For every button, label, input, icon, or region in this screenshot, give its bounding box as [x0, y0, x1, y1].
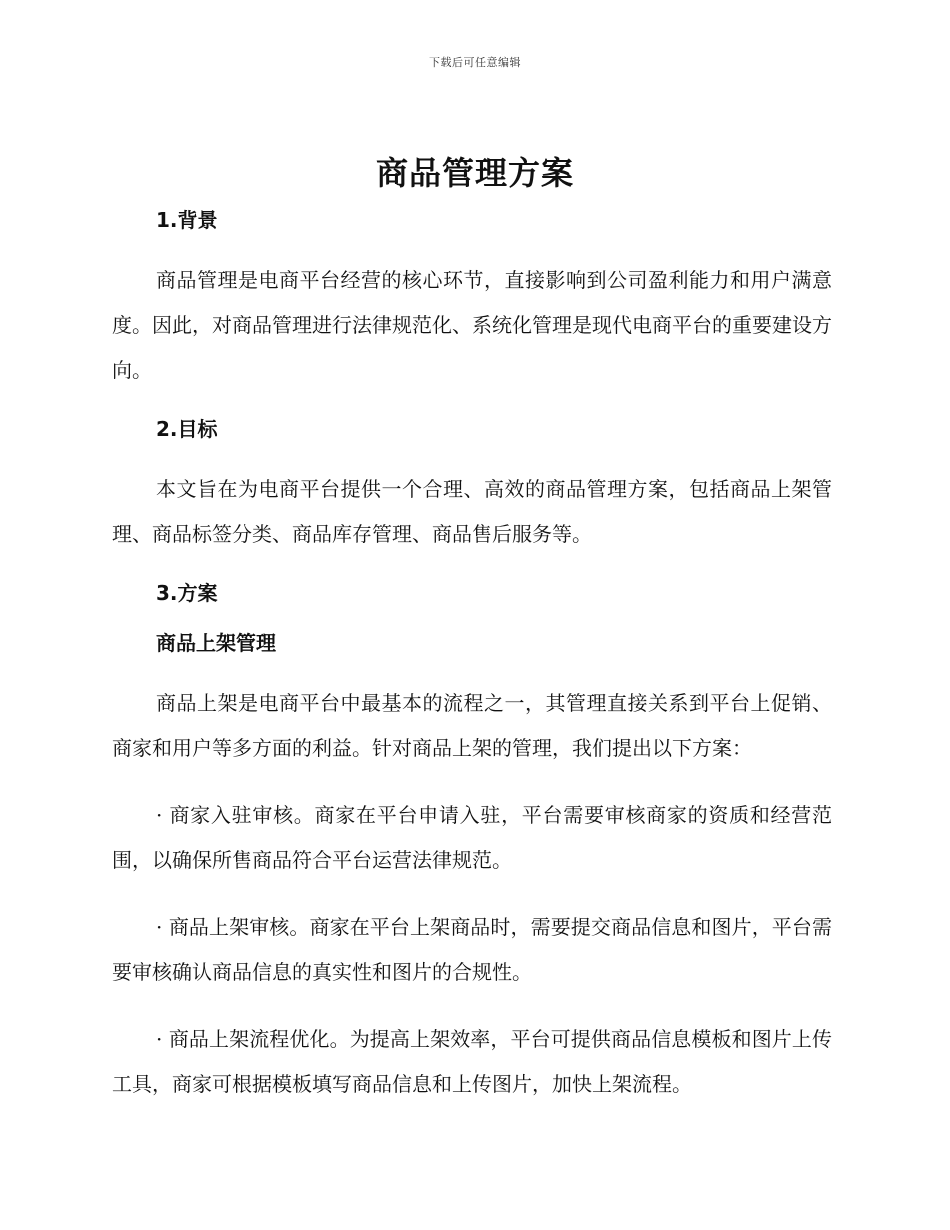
header-note: 下载后可任意编辑	[429, 56, 521, 69]
background-paragraph: 商品管理是电商平台经营的核心环节，直接影响到公司盈利能力和用户满意度。因此，对商品管理进行法律规范化、系统化管理是现代电商平台的重要建设方向。	[112, 268, 832, 382]
section-heading-goal: 2.目标	[156, 417, 218, 441]
bullet-listing-review: · 商品上架审核。商家在平台上架商品时，需要提交商品信息和图片，平台需要审核确认商品信息的真实性和图片的合规性。	[112, 915, 832, 984]
subheading-listing-management: 商品上架管理	[156, 631, 276, 655]
document-title: 商品管理方案	[375, 154, 574, 192]
section-heading-plan: 3.方案	[156, 581, 218, 605]
listing-intro-paragraph: 商品上架是电商平台中最基本的流程之一，其管理直接关系到平台上促销、商家和用户等多方面的利益。针对商品上架的管理，我们提出以下方案：	[112, 691, 832, 760]
document-body	[112, 206, 832, 1107]
bullet-merchant-review: · 商家入驻审核。商家在平台申请入驻，平台需要审核商家的资质和经营范围，以确保所售商品符合平台运营法律规范。	[112, 803, 832, 872]
goal-paragraph: 本文旨在为电商平台提供一个合理、高效的商品管理方案，包括商品上架管理、商品标签分类、商品库存管理、商品售后服务等。	[112, 477, 832, 546]
section-heading-background: 1.背景	[156, 208, 218, 232]
bullet-process-optimization: · 商品上架流程优化。为提高上架效率，平台可提供商品信息模板和图片上传工具，商家可根据模板填写商品信息和上传图片，加快上架流程。	[112, 1027, 832, 1096]
